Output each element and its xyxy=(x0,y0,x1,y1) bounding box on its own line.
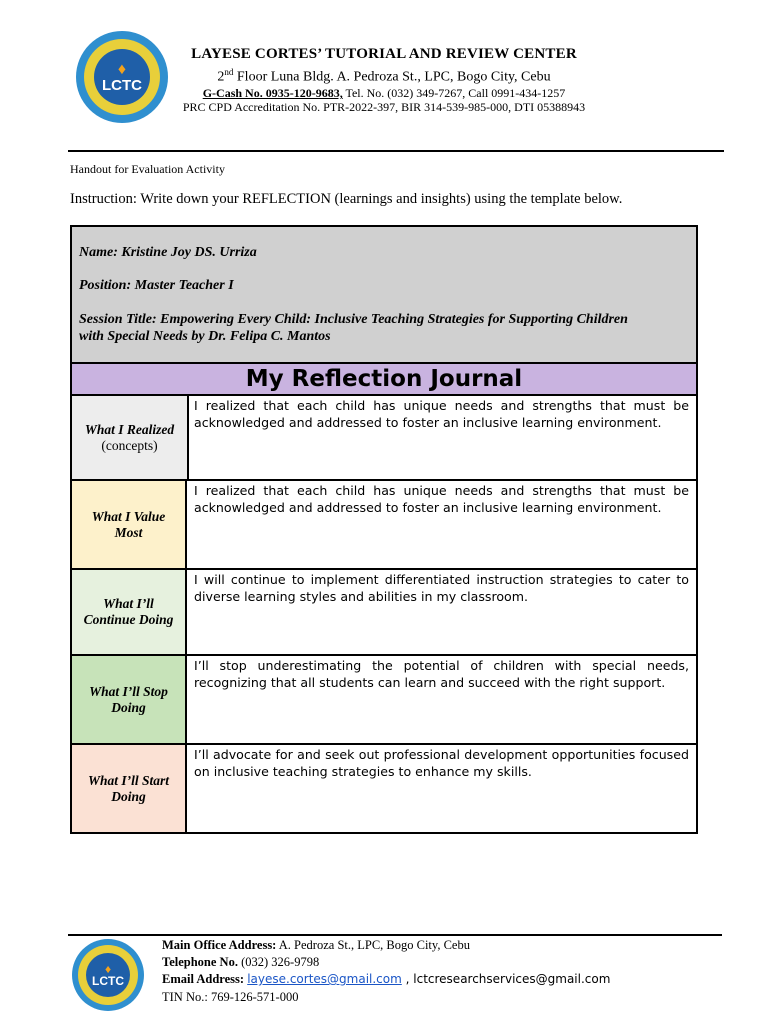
row-label: What I’ll Start Doing xyxy=(72,745,187,832)
row-response: I’ll stop underestimating the potential of children with special needs, recognizing that all students can learn and succeed with the right support. xyxy=(194,658,689,690)
instruction-text: Instruction: Write down your REFLECTION (learnings and insights) using the template below. xyxy=(70,191,623,207)
center-logo xyxy=(76,31,168,123)
header-divider xyxy=(68,150,724,152)
logo-mark: ♦ LCTC xyxy=(102,60,142,94)
row-label: What I Value Most xyxy=(72,481,187,568)
footer-tin: TIN No.: 769-126-571-000 xyxy=(162,990,299,1004)
participant-name: Name: Kristine Joy DS. Urriza xyxy=(79,245,257,260)
row-response: I’ll advocate for and seek out professional development opportunities focused on inclusive teaching strategies to enhance my skills. xyxy=(194,747,689,779)
gcash-number: G-Cash No. 0935-120-9683, xyxy=(202,86,343,100)
journal-title: My Reflection Journal xyxy=(72,364,696,396)
reflection-row-continue xyxy=(72,570,696,656)
footer-office: Main Office Address: A. Pedroza St., LPC, Bogo City, Cebu xyxy=(162,938,470,952)
session-title: Session Title: Empowering Every Child: Inclusive Teaching Strategies for Supporting Children xyxy=(79,312,628,327)
footer-divider xyxy=(68,934,722,936)
participant-info xyxy=(72,227,696,364)
row-label: What I’ll Continue Doing xyxy=(72,570,187,654)
footer-phone: Telephone No. (032) 326-9798 xyxy=(162,955,320,969)
reflection-table xyxy=(70,225,698,834)
row-response: I will continue to implement differentiated instruction strategies to cater to diverse learning styles and abilities in my classroom. xyxy=(194,572,689,604)
center-address: 2nd Floor Luna Bldg. A. Pedroza St., LPC, Bogo City, Cebu xyxy=(217,67,551,85)
session-title-cont: with Special Needs by Dr. Felipa C. Mantos xyxy=(79,329,331,344)
row-response: I realized that each child has unique needs and strengths that must be acknowledged and addressed to foster an inclusive learning environment. xyxy=(194,398,689,430)
email-secondary: lctcresearchservices@gmail.com xyxy=(413,972,611,986)
row-response: I realized that each child has unique needs and strengths that must be acknowledged and addressed to foster an inclusive learning environment. xyxy=(194,483,689,515)
footer-logo xyxy=(72,939,144,1011)
email-link[interactable]: layese.cortes@gmail.com xyxy=(247,972,402,986)
center-contact: G-Cash No. 0935-120-9683, Tel. No. (032) 349-7267, Call 0991-434-1257 xyxy=(202,86,566,100)
row-label: What I’ll Stop Doing xyxy=(72,656,187,743)
center-name: LAYESE CORTES’ TUTORIAL AND REVIEW CENTER xyxy=(191,46,577,62)
reflection-row-stop xyxy=(72,656,696,745)
center-accreditation: PRC CPD Accreditation No. PTR-2022-397, BIR 314-539-985-000, DTI 05388943 xyxy=(182,100,586,114)
handout-label: Handout for Evaluation Activity xyxy=(70,162,225,176)
reflection-row-value xyxy=(72,481,696,570)
participant-position: Position: Master Teacher I xyxy=(79,278,234,293)
reflection-row-realized xyxy=(72,396,696,481)
row-label: What I Realized (concepts) xyxy=(72,396,189,479)
logo-mark: ♦ LCTC xyxy=(92,962,124,988)
reflection-row-start xyxy=(72,745,696,832)
footer-email: Email Address: layese.cortes@gmail.com , lctcresearchservices@gmail.com xyxy=(162,972,611,986)
